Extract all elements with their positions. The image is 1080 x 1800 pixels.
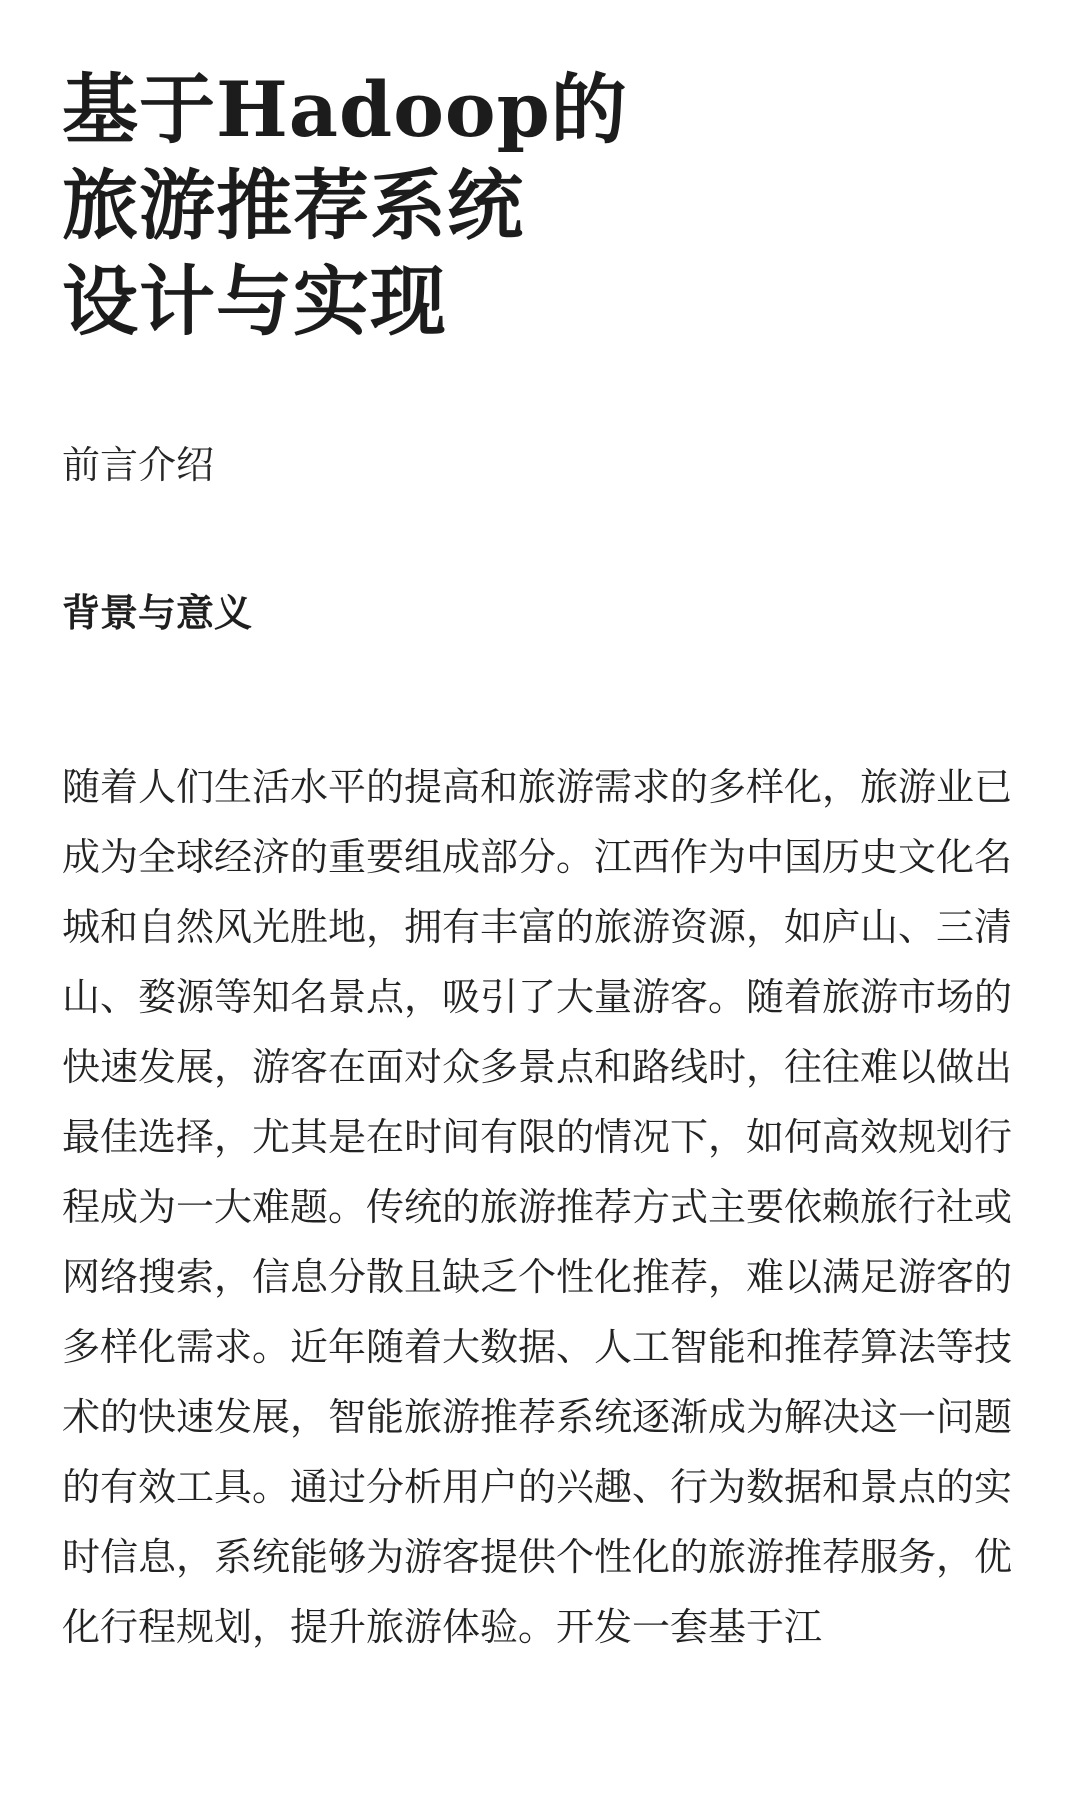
title-line-2: 旅游推荐系统 [62, 161, 524, 250]
body-paragraph: 随着人们生活水平的提高和旅游需求的多样化，旅游业已成为全球经济的重要组成部分。江西作为中国历史文化名城和自然风光胜地，拥有丰富的旅游资源，如庐山、三清山、婺源等知名景点，吸引了大量游客。随着旅游市场的快速发展，游客在面对众多景点和路线时，往往难以做出最佳选择，尤其是在时间有限的情况下，如何高效规划行程成为一大难题。传统的旅游推荐方式主要依赖旅行社或网络搜索，信息分散且缺乏个性化推荐，难以满足游客的多样化需求。近年随着大数据、人工智能和推荐算法等技术的快速发展，智能旅游推荐系统逐渐成为解决这一问题的有效工具。通过分析用户的兴趣、行为数据和景点的实时信息，系统能够为游客提供个性化的旅游推荐服务，优化行程规划，提升旅游体验。开发一套基于江 [62, 765, 1013, 1649]
article-subtitle: 前言介绍 [62, 443, 215, 487]
title-line-1: 基于Hadoop的 [62, 65, 628, 154]
section-heading: 背景与意义 [62, 590, 253, 635]
article-title [62, 62, 1012, 350]
article [62, 62, 1013, 1649]
title-line-3: 设计与实现 [62, 257, 447, 346]
